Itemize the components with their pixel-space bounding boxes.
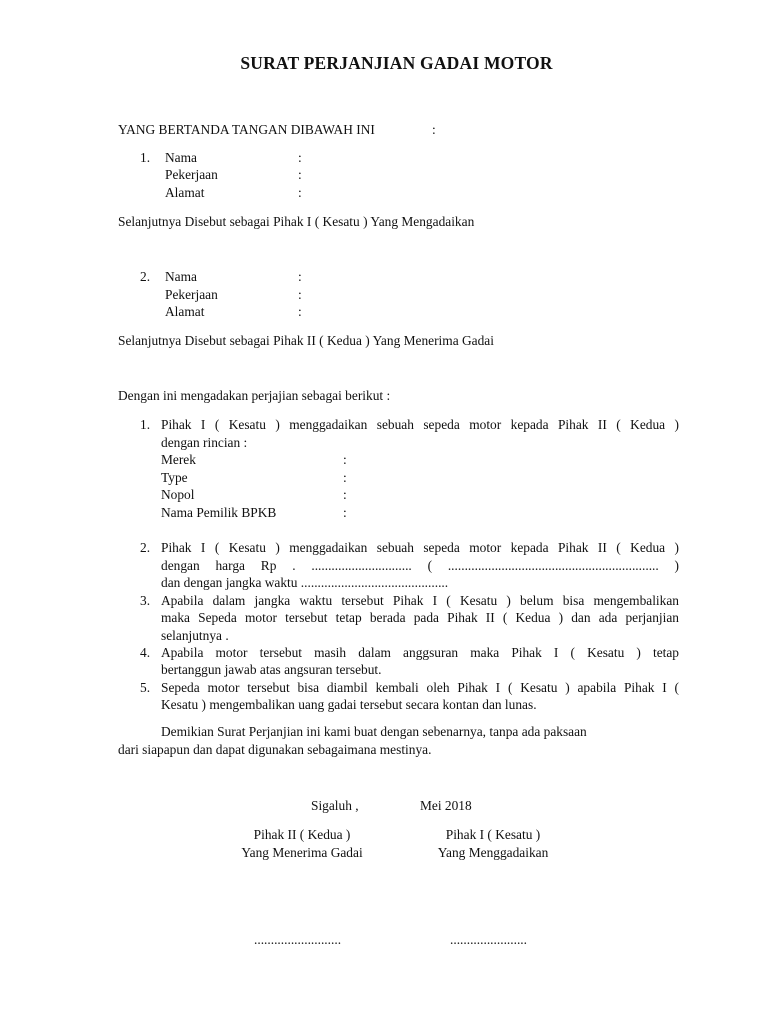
- detail-type-colon: :: [343, 470, 347, 485]
- party1-address-colon: :: [298, 185, 302, 200]
- detail-nopol-label: Nopol: [161, 487, 195, 502]
- clause2-line3: dan dengan jangka waktu ............................................: [161, 575, 449, 590]
- intro-text: YANG BERTANDA TANGAN DIBAWAH INI: [118, 122, 375, 137]
- signature-right-role: Pihak I ( Kesatu ): [445, 827, 541, 842]
- detail-owner-label: Nama Pemilik BPKB: [161, 505, 277, 520]
- clause4-line1: Apabila motor tersebut masih dalam anggsuran maka Pihak I ( Kesatu ) tetap: [161, 645, 679, 660]
- clause2-line1: Pihak I ( Kesatu ) menggadaikan sebuah sepeda motor kepada Pihak II ( Kedua ): [161, 540, 679, 555]
- clause3-number: 3.: [140, 593, 151, 608]
- clause3-line3: selanjutnya .: [161, 628, 229, 643]
- detail-merek-label: Merek: [161, 452, 196, 467]
- closing-line2: dari siapapun dan dapat digunakan sebagaimana mestinya.: [118, 742, 432, 757]
- party2-number: 2.: [140, 269, 151, 284]
- party2-job-label: Pekerjaan: [165, 287, 218, 302]
- signing-date: Mei 2018: [420, 798, 472, 813]
- closing-line1: Demikian Surat Perjanjian ini kami buat dengan sebenarnya, tanpa ada paksaan: [161, 724, 587, 739]
- agreement-intro: Dengan ini mengadakan perjajian sebagai berikut :: [118, 388, 391, 403]
- detail-type-label: Type: [161, 470, 188, 485]
- party2-job-colon: :: [298, 287, 302, 302]
- signature-right-line: .......................: [450, 932, 527, 947]
- clause5-line1: Sepeda motor tersebut bisa diambil kembali oleh Pihak I ( Kesatu ) apabila Pihak I (: [161, 680, 679, 695]
- party1-address-label: Alamat: [165, 185, 205, 200]
- party2-address-label: Alamat: [165, 304, 205, 319]
- clause2-line2: dengan harga Rp . .............................. ( ............................................................... ): [161, 558, 679, 573]
- signing-place: Sigaluh ,: [311, 798, 359, 813]
- intro-colon: :: [432, 122, 436, 137]
- clause3-line2: maka Sepeda motor tersebut tetap berada pada Pihak II ( Kedua ) dan ada perjanjian: [161, 610, 679, 625]
- clause5-number: 5.: [140, 680, 151, 695]
- clause3-line1: Apabila dalam jangka waktu tersebut Pihak I ( Kesatu ) belum bisa mengembalikan: [161, 593, 679, 608]
- clause1-line1: Pihak I ( Kesatu ) menggadaikan sebuah sepeda motor kepada Pihak II ( Kedua ): [161, 417, 679, 432]
- clause1-line2: dengan rincian :: [161, 435, 248, 450]
- clause4-number: 4.: [140, 645, 151, 660]
- detail-nopol-colon: :: [343, 487, 347, 502]
- signature-left-role: Pihak II ( Kedua ): [253, 827, 351, 842]
- party2-name-colon: :: [298, 269, 302, 284]
- clause2-number: 2.: [140, 540, 151, 555]
- document-title: SURAT PERJANJIAN GADAI MOTOR: [240, 53, 553, 73]
- clause1-number: 1.: [140, 417, 151, 432]
- party1-job-colon: :: [298, 167, 302, 182]
- clause5-line2: Kesatu ) mengembalikan uang gadai tersebut secara kontan dan lunas.: [161, 697, 537, 712]
- party1-name-label: Nama: [165, 150, 197, 165]
- detail-merek-colon: :: [343, 452, 347, 467]
- signature-right-title: Yang Menggadaikan: [437, 845, 549, 860]
- party2-name-label: Nama: [165, 269, 197, 284]
- party1-number: 1.: [140, 150, 151, 165]
- party1-job-label: Pekerjaan: [165, 167, 218, 182]
- party1-description: Selanjutnya Disebut sebagai Pihak I ( Kesatu ) Yang Mengadaikan: [118, 214, 475, 229]
- detail-owner-colon: :: [343, 505, 347, 520]
- signature-left-line: ..........................: [254, 932, 342, 947]
- clause4-line2: bertanggun jawab atas angsuran tersebut.: [161, 662, 382, 677]
- party2-address-colon: :: [298, 304, 302, 319]
- signature-left-title: Yang Menerima Gadai: [241, 845, 363, 860]
- party2-description: Selanjutnya Disebut sebagai Pihak II ( Kedua ) Yang Menerima Gadai: [118, 333, 494, 348]
- party1-name-colon: :: [298, 150, 302, 165]
